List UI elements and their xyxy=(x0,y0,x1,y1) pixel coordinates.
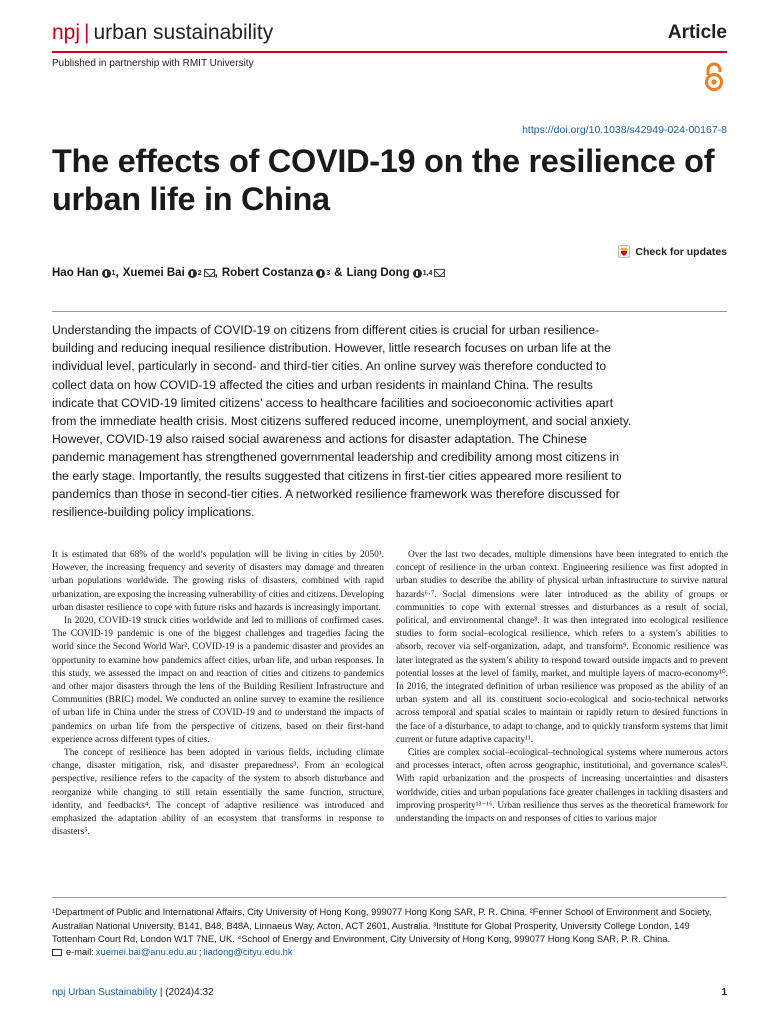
article-title: The effects of COVID-19 on the resilience of urban life in China xyxy=(52,143,715,217)
author-affiliation: 1,4 xyxy=(422,269,433,277)
author-affiliation: 2 xyxy=(197,269,202,277)
orcid-icon[interactable] xyxy=(413,269,422,278)
journal-brand[interactable] xyxy=(52,20,273,46)
body-column-right xyxy=(396,549,728,826)
email-label: e-mail: xyxy=(66,947,94,957)
orcid-icon[interactable] xyxy=(102,269,111,278)
check-updates-icon xyxy=(618,245,630,258)
brand-divider: | xyxy=(84,21,90,44)
page-number: 1 xyxy=(721,987,727,998)
author-name[interactable]: Liang Dong xyxy=(346,267,410,279)
check-for-updates-button[interactable] xyxy=(618,245,727,258)
author-list xyxy=(52,267,445,279)
doi-link[interactable]: https://doi.org/10.1038/s42949-024-00167-8 xyxy=(522,124,727,136)
abstract-divider xyxy=(52,311,727,312)
brand-journal-name: urban sustainability xyxy=(93,21,274,44)
body-paragraph: Over the last two decades, multiple dimensions have been integrated to enrich the concept of resilience in the urban context. Engineering resilience was first adopted in urban studies to describe the ability of physical urban infrastructure to survive natural hazards⁶·⁷. Social dimensions were later introduced as the ability of groups or communities to cope with external stresses and disturbances as a result of social, political, and environmental change⁸. It was then integrated into ecological resilience studies to form social–ecological resilience, which refers to a system’s abilities to absorb, recover via self-organization, adapt, and transform⁹. Economic resilience was later integrated as the system’s ability to respond toward outside impacts and to prevent potential losses at the level of family, market, and multiple layers of macro-economy¹⁰. In 2016, the integrated definition of urban resilience was proposed as the ability of an urban system and all its constituent socio-ecological and socio-technical networks across temporal and spatial scales to maintain or rapidly return to desired functions in the face of a disturbance, to adapt to change, and to quickly transform systems that limit current or future adaptive capacity¹¹. xyxy=(396,550,728,745)
author-separator: , xyxy=(115,267,119,279)
email-separator: ; xyxy=(198,947,202,957)
body-paragraph: In 2020, COVID-19 struck cities worldwide and led to millions of confirmed cases. The COVID-19 pandemic is one of the biggest challenges and tragedies facing the world since the Second World War². COVID-19 is a pandemic disaster and provides an opportunity to examine how pandemics affect cities, urban life, and urban responses. In this study, we assessed the impact on and reaction of cities and citizens to pandemics and other major disasters through the lens of the Building Resilient Infrastructure and Communities (BRIC) model. We conducted an online survey to examine the resilience of urban life in China under the stress of COVID-19 and to understand the impacts of pandemics on urban life from the perspective of citizens, based on their first-hand experience across different types of cities. xyxy=(52,616,384,745)
abstract-text: Understanding the impacts of COVID-19 on citizens from different cities is crucial for urban resilience-building and reducing inequal resilience distribution. However, little research focuses on urban life at the individual level, particularly in second- and third-tier cities. An online survey was therefore conducted to collect data on how COVID-19 affected the cities and urban residents in mainland China. The results indicate that COVID-19 limited citizens’ access to healthcare facilities and socioeconomic activities apart from the immediate health crisis. Most citizens suffered reduced income, unemployment, and social anxiety. However, COVID-19 also raised social awareness and actions for disaster adaptation. The Chinese pandemic management has strengthened governmental leadership and credibility among most citizens in the early stage. Importantly, the results suggested that citizens in first-tier cities appeared more resilient to pandemics than those in second-tier cities. A networked resilience framework was therefore discussed for resilience-building policy implications. xyxy=(52,323,632,520)
author-name[interactable]: Hao Han xyxy=(52,267,99,279)
email-link[interactable]: liadong@cityu.edu.hk xyxy=(203,947,293,957)
footnote-divider xyxy=(52,897,727,898)
author-ampersand: & xyxy=(334,267,343,279)
orcid-icon[interactable] xyxy=(316,269,325,278)
corresponding-emails xyxy=(52,947,292,957)
affiliations-footnote: ¹Department of Public and International Affairs, City University of Hong Kong, 999077 Hong Kong SAR, P. R. China. ²Fenner School of Environment and Society, Australian National University, B141, B48, B48A, Linnaeus Way, Acton, ACT 2601, Australia. ³Institute for Global Prosperity, University College London, 149 Tottenham Court Rd, London W1T 7NE, UK. ⁴School of Energy and Environment, City University of Hong Kong, 999077 Hong Kong SAR, P. R. China. xyxy=(52,907,712,945)
page-footer xyxy=(52,987,214,998)
footer-journal-link[interactable]: npj Urban Sustainability xyxy=(52,987,158,998)
email-icon[interactable] xyxy=(434,269,445,277)
author-name[interactable]: Robert Costanza xyxy=(221,267,314,279)
article-type-label: Article xyxy=(667,22,727,43)
footer-issue: | (2024)4:32 xyxy=(159,987,214,998)
partnership-note: Published in partnership with RMIT University xyxy=(52,58,254,69)
email-icon xyxy=(52,949,62,956)
email-icon[interactable] xyxy=(204,269,215,277)
open-access-icon[interactable] xyxy=(703,62,725,92)
body-paragraph: Cities are complex social–ecological–technological systems where numerous actors and processes interact, often across geographic, institutional, and governance scales¹². With rapid urbanization and the prospects of increasing uncertainties and disasters worldwide, cities and urban populations face greater challenges in tackling disasters and improving prosperity¹³⁻¹⁶. Urban resilience thus serves as the theoretical framework for understanding the impacts on and responses of cities to various major xyxy=(396,748,728,825)
header-divider xyxy=(52,51,727,53)
author-name[interactable]: Xuemei Bai xyxy=(122,267,185,279)
body-paragraph: The concept of resilience has been adopted in various fields, including climate change, disaster mitigation, risk, and disaster preparedness³. From an ecological perspective, resilience refers to the capacity of the system to absorb disturbance and reorganize while changing to still retain essentially the same function, structure, identity, and feedbacks⁴. The concept of adaptive resilience was introduced and emphasized the adaptation ability of an ecosystem that transforms in response to disasters⁵. xyxy=(52,748,384,838)
author-affiliation: 3 xyxy=(326,269,331,277)
author-affiliation: 1 xyxy=(111,269,116,277)
body-column-left xyxy=(52,549,384,839)
email-link[interactable]: xuemei.bai@anu.edu.au xyxy=(95,947,197,957)
author-separator: , xyxy=(214,267,218,279)
brand-npj: npj xyxy=(52,21,81,44)
orcid-icon[interactable] xyxy=(188,269,197,278)
body-paragraph: It is estimated that 68% of the world’s population will be living in cities by 2050¹. However, the increasing frequency and severity of disasters may damage and threaten urban populations worldwide. The growing risks of disasters, combined with rapid urbanization, are exposing the increasing vulnerability of cities and citizens. Developing urban disaster resilience to cope with future risks and hazards is increasingly important. xyxy=(52,550,384,613)
check-updates-label: Check for updates xyxy=(635,245,727,258)
